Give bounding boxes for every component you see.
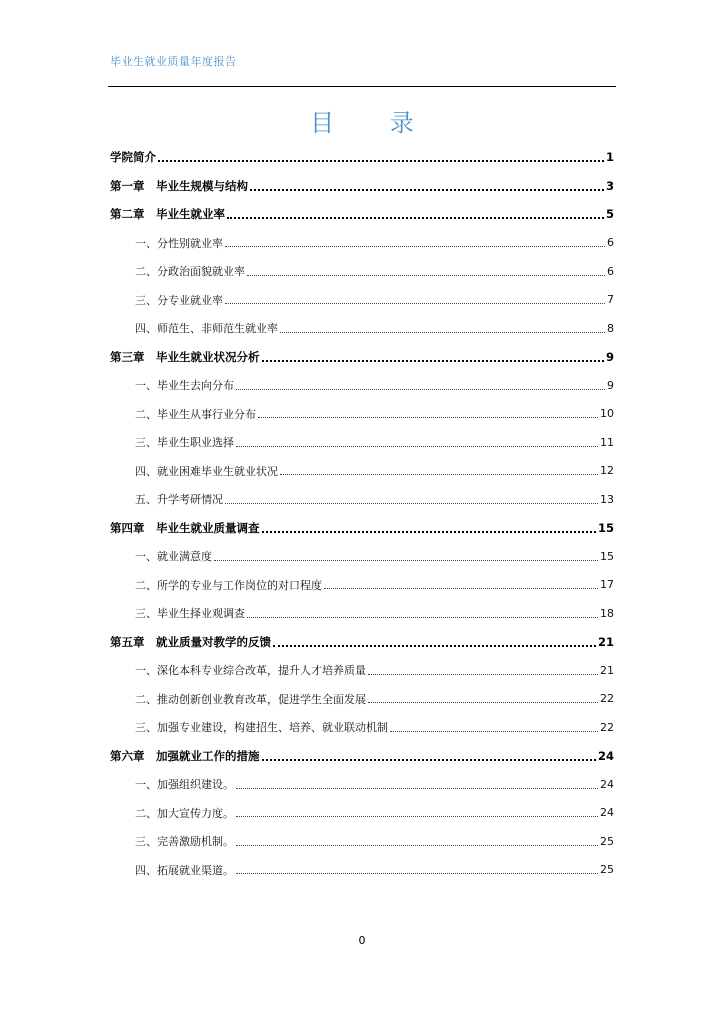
toc-section-entry[interactable] — [110, 542, 614, 571]
toc-chapter-entry[interactable] — [110, 172, 614, 201]
toc-dot-leader — [158, 150, 604, 162]
toc-page-number: 18 — [600, 606, 614, 620]
toc-entry-text: 五、升学考研情况 — [135, 493, 223, 507]
toc-dot-leader — [225, 493, 598, 504]
running-header: 毕业生就业质量年度报告 — [110, 55, 237, 68]
toc-dot-leader — [236, 863, 598, 874]
toc-section-entry[interactable] — [110, 827, 614, 856]
toc-section-entry[interactable] — [110, 599, 614, 628]
toc-page-number: 11 — [600, 435, 614, 449]
toc-dot-leader — [368, 692, 598, 703]
toc-dot-leader — [225, 236, 605, 247]
toc-dot-leader — [390, 721, 598, 732]
toc-page-number: 13 — [600, 492, 614, 506]
toc-dot-leader — [262, 350, 604, 362]
toc-section-entry[interactable] — [110, 371, 614, 400]
toc-page-number: 6 — [607, 264, 614, 278]
toc-entry-text: 四、就业困难毕业生就业状况 — [135, 464, 278, 478]
toc-page-number: 22 — [600, 692, 614, 706]
toc-chapter-entry[interactable] — [110, 514, 614, 543]
toc-entry-text: 第三章 毕业生就业状况分析 — [110, 349, 260, 364]
toc-section-entry[interactable] — [110, 685, 614, 714]
toc-dot-leader — [227, 207, 604, 219]
toc-section-entry[interactable] — [110, 229, 614, 258]
toc-entry-text: 三、毕业生择业观调查 — [135, 607, 245, 621]
toc-page-number: 5 — [605, 207, 614, 222]
toc-dot-leader — [214, 550, 598, 561]
toc-entry-text: 一、分性别就业率 — [135, 236, 223, 250]
toc-section-entry[interactable] — [110, 713, 614, 742]
table-of-contents — [110, 143, 614, 884]
toc-dot-leader — [262, 521, 596, 533]
toc-entry-text: 一、就业满意度 — [135, 550, 212, 564]
toc-entry-text: 一、深化本科专业综合改革，提升人才培养质量 — [135, 664, 366, 678]
toc-page-number: 15 — [597, 520, 614, 535]
toc-entry-text: 三、完善激励机制。 — [135, 835, 234, 849]
toc-entry-text: 二、推动创新创业教育改革，促进学生全面发展 — [135, 692, 366, 706]
toc-page-number: 21 — [597, 634, 614, 649]
toc-dot-leader — [247, 265, 605, 276]
toc-page-number: 9 — [607, 378, 614, 392]
toc-entry-text: 三、加强专业建设，构建招生、培养、就业联动机制 — [135, 721, 388, 735]
toc-chapter-entry[interactable] — [110, 628, 614, 657]
toc-page-number: 25 — [600, 863, 614, 877]
toc-entry-text: 二、毕业生从事行业分布 — [135, 407, 256, 421]
toc-page-number: 3 — [605, 178, 614, 193]
toc-entry-text: 第四章 毕业生就业质量调查 — [110, 520, 260, 535]
toc-chapter-entry[interactable] — [110, 143, 614, 172]
toc-chapter-entry[interactable] — [110, 200, 614, 229]
toc-entry-text: 第一章 毕业生规模与结构 — [110, 178, 248, 193]
toc-entry-text: 一、毕业生去向分布 — [135, 379, 234, 393]
toc-dot-leader — [236, 778, 598, 789]
toc-entry-text: 学院简介 — [110, 150, 156, 165]
toc-dot-leader — [225, 293, 605, 304]
toc-page-number: 1 — [605, 150, 614, 165]
toc-dot-leader — [236, 835, 598, 846]
toc-dot-leader — [273, 635, 596, 647]
toc-entry-text: 四、拓展就业渠道。 — [135, 863, 234, 877]
toc-dot-leader — [280, 322, 605, 333]
toc-dot-leader — [258, 407, 598, 418]
toc-dot-leader — [247, 607, 598, 618]
toc-entry-text: 三、毕业生职业选择 — [135, 436, 234, 450]
toc-page-number: 17 — [600, 578, 614, 592]
toc-section-entry[interactable] — [110, 286, 614, 315]
toc-page-number: 24 — [600, 806, 614, 820]
toc-section-entry[interactable] — [110, 770, 614, 799]
toc-section-entry[interactable] — [110, 428, 614, 457]
toc-entry-text: 一、加强组织建设。 — [135, 778, 234, 792]
toc-page-number: 24 — [597, 748, 614, 763]
toc-section-entry[interactable] — [110, 656, 614, 685]
toc-section-entry[interactable] — [110, 257, 614, 286]
toc-dot-leader — [280, 464, 598, 475]
toc-page-number: 21 — [600, 663, 614, 677]
toc-entry-text: 四、师范生、非师范生就业率 — [135, 322, 278, 336]
toc-section-entry[interactable] — [110, 457, 614, 486]
header-divider — [108, 86, 616, 87]
toc-section-entry[interactable] — [110, 400, 614, 429]
toc-chapter-entry[interactable] — [110, 742, 614, 771]
toc-dot-leader — [324, 578, 598, 589]
toc-section-entry[interactable] — [110, 856, 614, 885]
toc-title: 目 录 — [310, 109, 438, 137]
toc-entry-text: 二、所学的专业与工作岗位的对口程度 — [135, 578, 322, 592]
toc-dot-leader — [262, 749, 596, 761]
toc-entry-text: 第二章 毕业生就业率 — [110, 207, 225, 222]
toc-page-number: 10 — [600, 407, 614, 421]
toc-page-number: 24 — [600, 777, 614, 791]
toc-page-number: 9 — [605, 349, 614, 364]
toc-section-entry[interactable] — [110, 485, 614, 514]
toc-entry-text: 第五章 就业质量对教学的反馈 — [110, 634, 271, 649]
toc-entry-text: 三、分专业就业率 — [135, 293, 223, 307]
toc-page-number: 7 — [607, 293, 614, 307]
toc-page-number: 15 — [600, 549, 614, 563]
toc-section-entry[interactable] — [110, 571, 614, 600]
toc-dot-leader — [236, 379, 605, 390]
toc-chapter-entry[interactable] — [110, 343, 614, 372]
toc-section-entry[interactable] — [110, 799, 614, 828]
toc-dot-leader — [250, 179, 604, 191]
toc-page-number: 6 — [607, 236, 614, 250]
toc-page-number: 22 — [600, 720, 614, 734]
toc-entry-text: 第六章 加强就业工作的措施 — [110, 748, 260, 763]
toc-page-number: 25 — [600, 834, 614, 848]
toc-section-entry[interactable] — [110, 314, 614, 343]
footer-page-number: 0 — [358, 934, 366, 947]
toc-page-number: 8 — [607, 321, 614, 335]
toc-dot-leader — [236, 806, 598, 817]
toc-entry-text: 二、加大宣传力度。 — [135, 806, 234, 820]
toc-page-number: 12 — [600, 464, 614, 478]
toc-dot-leader — [236, 436, 598, 447]
toc-dot-leader — [368, 664, 598, 675]
toc-entry-text: 二、分政治面貌就业率 — [135, 265, 245, 279]
